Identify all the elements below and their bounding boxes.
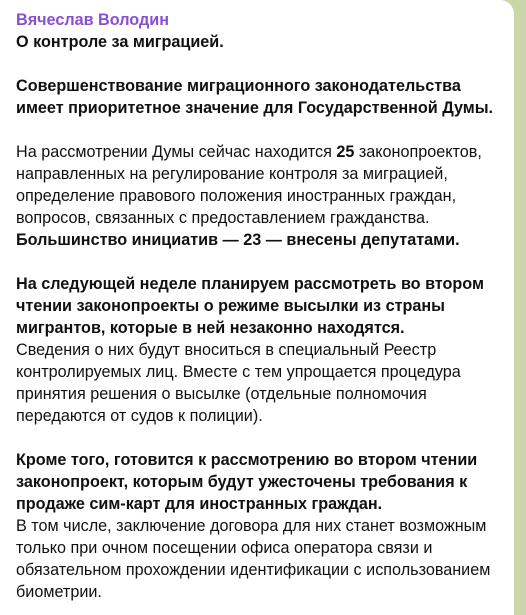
paragraph-deportation: На следующей неделе планируем рассмотреть во втором чтении законопроекты о режиме высылки из страны мигрантов, которые в ней незаконно находятся. xyxy=(16,275,484,337)
paragraph-bills-count: На рассмотрении Думы сейчас находится 25 законопроектов, направленных на регулирование контроля за миграцией, определение правового положения иностранных граждан, вопросов, связанных с предоставлением гражданства. Большинство инициатив — 23 — внесены депутатами. xyxy=(16,143,482,249)
message-title: О контроле за миграцией. xyxy=(16,33,224,51)
spacer xyxy=(16,119,504,141)
paragraph-biometrics: В том числе, заключение договора для них станет возможным только при очном посещении офиса оператора связи и обязательном прохождении идентификации с использованием биометрии. xyxy=(16,517,491,601)
message-author[interactable]: Вячеслав Володин xyxy=(16,11,169,29)
spacer xyxy=(16,53,504,75)
spacer xyxy=(16,427,504,449)
paragraph-sim-cards: Кроме того, готовится к рассмотрению во втором чтении законопроект, которым будут ужесточены требования к продаже сим-карт для иностранных граждан. xyxy=(16,451,478,513)
paragraph-registry: Сведения о них будут вноситься в специальный Реестр контролируемых лиц. Вместе с тем упрощается процедура принятия решения о высылке (отдельные полномочия передаются от судов к полиции). xyxy=(16,341,461,425)
paragraph-priority: Совершенствование миграционного законодательства имеет приоритетное значение для Государственной Думы. xyxy=(16,77,494,117)
spacer xyxy=(16,251,504,273)
